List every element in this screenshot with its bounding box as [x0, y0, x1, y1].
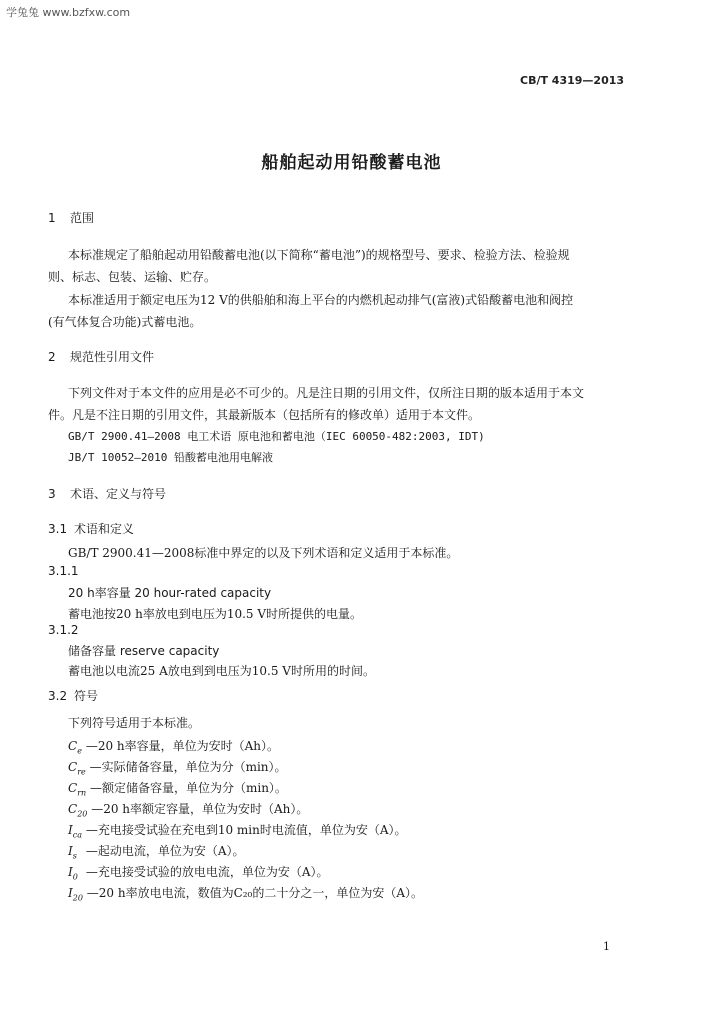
- standard-number: CB/T 4319—2013: [520, 74, 625, 87]
- symbol: [68, 760, 86, 776]
- reference-item: GB/T 2900.41—2008 电工术语 原电池和蓄电池（IEC 60050-482:2003, IDT): [68, 430, 485, 443]
- section-number: 3.2: [48, 689, 68, 703]
- symbol-base: C: [68, 802, 78, 816]
- symbol-base: I: [68, 886, 73, 900]
- symbol: [68, 865, 82, 881]
- symbol-description: —20 h率额定容量，单位为安时（Ah）。: [87, 802, 309, 816]
- symbol-base: C: [68, 760, 78, 774]
- section-2-heading: [48, 348, 154, 365]
- paragraph: 则、标志、包装、运输、贮存。: [48, 270, 217, 284]
- symbol-subscript: e: [77, 746, 82, 756]
- section-title: 术语、定义与符号: [70, 487, 167, 501]
- symbol-item: [68, 884, 423, 902]
- reference-item: JB/T 10052—2010 铅酸蓄电池用电解液: [68, 451, 273, 464]
- symbol-subscript: s: [72, 851, 77, 861]
- page-number: 1: [603, 940, 610, 953]
- symbol-base: I: [68, 844, 73, 858]
- section-number: 2: [48, 350, 56, 364]
- symbol-subscript: 20: [72, 893, 83, 903]
- section-1-heading: [48, 209, 94, 226]
- symbol-description: —额定储备容量，单位为分（min）。: [86, 781, 287, 795]
- paragraph: 下列文件对于本文件的应用是必不可少的。凡是注日期的引用文件，仅所注日期的版本适用于本文: [68, 386, 585, 400]
- term-title: 储备容量 reserve capacity: [68, 644, 220, 658]
- symbol: [68, 886, 83, 902]
- symbol-description: —充电接受试验在充电到10 min时电流值，单位为安（A）。: [82, 823, 407, 837]
- section-3-2-heading: [48, 687, 98, 704]
- symbol-base: I: [68, 865, 73, 879]
- term-definition: 蓄电池按20 h率放电到电压为10.5 V时所提供的电量。: [68, 607, 363, 621]
- symbol-item: [68, 863, 328, 881]
- symbol-subscript: re: [77, 767, 86, 777]
- section-number: 1: [48, 211, 56, 225]
- term-title: 20 h率容量 20 hour-rated capacity: [68, 586, 272, 600]
- section-title: 术语和定义: [74, 522, 135, 536]
- symbol-description: —20 h率放电电流，数值为C₂₀的二十分之一，单位为安（A）。: [82, 886, 424, 900]
- symbol-item: [68, 779, 287, 797]
- term-number: 3.1.2: [48, 623, 79, 637]
- symbol: [68, 844, 82, 860]
- symbol-subscript: 20: [77, 809, 88, 819]
- symbol-item: [68, 800, 308, 818]
- paragraph: (有气体复合功能)式蓄电池。: [48, 315, 202, 329]
- document-title: 船舶起动用铅酸蓄电池: [261, 153, 442, 173]
- symbol-description: —20 h率容量，单位为安时（Ah）。: [82, 739, 280, 753]
- symbol: [68, 781, 86, 797]
- symbol-subscript: rn: [77, 788, 87, 798]
- symbol-item: [68, 758, 287, 776]
- paragraph: 本标准规定了船舶起动用铅酸蓄电池(以下简称“蓄电池”)的规格型号、要求、检验方法、检验规: [68, 248, 570, 262]
- symbol-base: C: [68, 781, 78, 795]
- term-number: 3.1.1: [48, 564, 79, 578]
- symbol-base: C: [68, 739, 78, 753]
- symbol-subscript: 0: [72, 872, 78, 882]
- symbol-item: [68, 737, 279, 755]
- paragraph: GB/T 2900.41—2008标准中界定的以及下列术语和定义适用于本标准。: [68, 546, 459, 560]
- symbol-subscript: ca: [72, 830, 82, 840]
- paragraph: 下列符号适用于本标准。: [68, 716, 201, 730]
- section-number: 3.1: [48, 522, 68, 536]
- symbol: [68, 823, 82, 839]
- symbol: [68, 802, 87, 818]
- term-definition: 蓄电池以电流25 A放电到到电压为10.5 V时所用的时间。: [68, 664, 375, 678]
- watermark: 学兔兔 www.bzfxw.com: [6, 6, 131, 19]
- symbol-item: [68, 821, 407, 839]
- paragraph: 本标准适用于额定电压为12 V的供船舶和海上平台的内燃机起动排气(富液)式铅酸蓄电池和阀控: [68, 293, 574, 307]
- symbol-description: —起动电流，单位为安（A）。: [82, 844, 245, 858]
- section-3-1-heading: [48, 520, 134, 537]
- section-title: 规范性引用文件: [70, 350, 155, 364]
- section-3-heading: [48, 485, 166, 502]
- section-title: 符号: [74, 689, 99, 703]
- symbol-base: I: [68, 823, 73, 837]
- paragraph: 件。凡是不注日期的引用文件，其最新版本（包括所有的修改单）适用于本文件。: [48, 408, 481, 422]
- symbol-item: [68, 842, 244, 860]
- symbol: [68, 739, 82, 755]
- symbol-description: —实际储备容量，单位为分（min）。: [85, 760, 287, 774]
- symbol-description: —充电接受试验的放电电流，单位为安（A）。: [82, 865, 329, 879]
- section-title: 范围: [70, 211, 95, 225]
- section-number: 3: [48, 487, 56, 501]
